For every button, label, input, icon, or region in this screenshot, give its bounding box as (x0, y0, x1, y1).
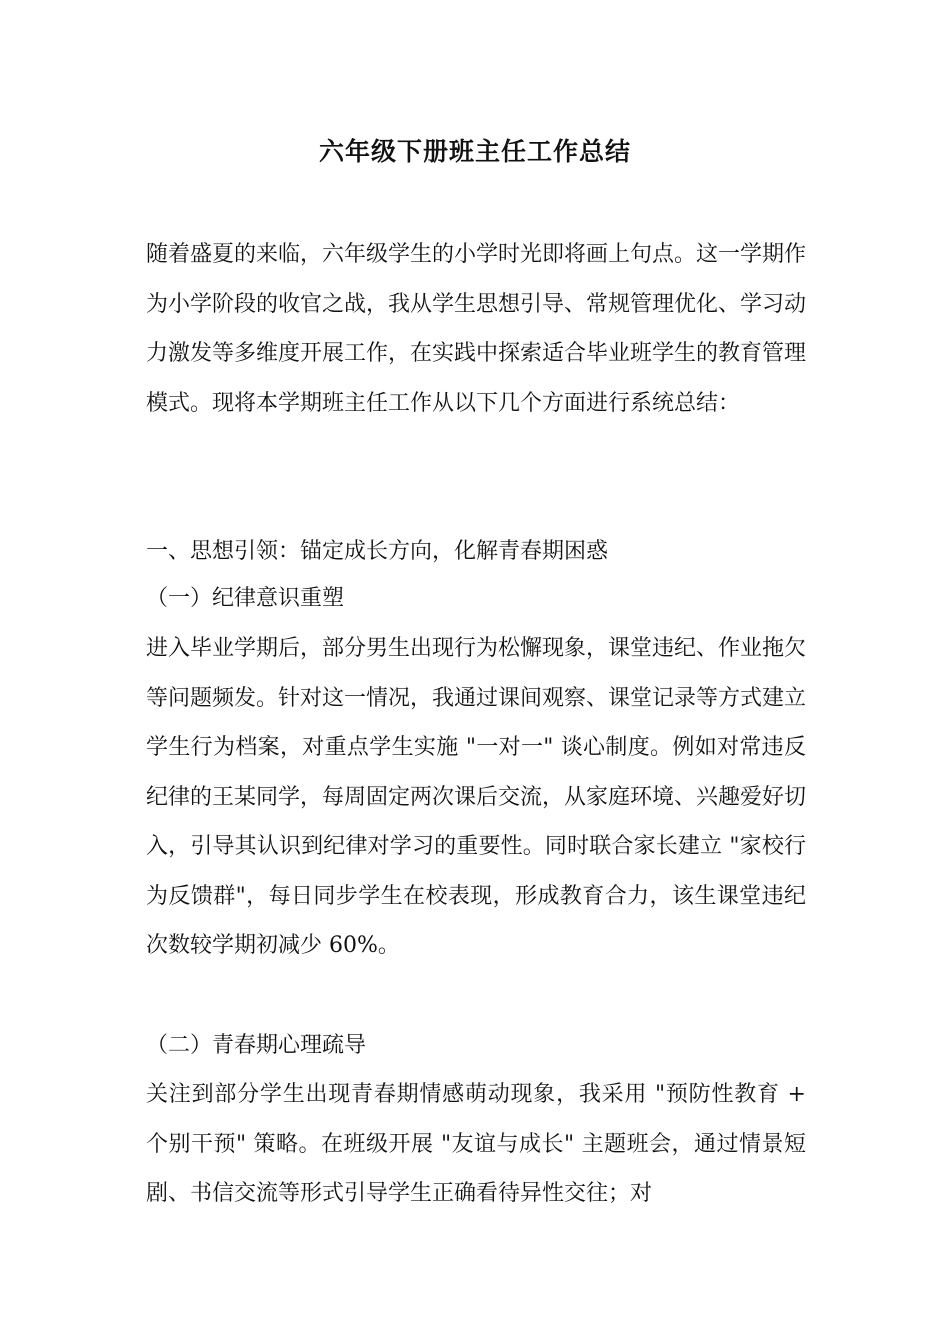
sub-heading-discipline: （一）纪律意识重塑 (146, 586, 345, 611)
intro-paragraph: 随着盛夏的来临，六年级学生的小学时光即将画上句点。这一学期作为小学阶段的收官之战，我从学生思想引导、常规管理优化、学习动力激发等多维度开展工作，在实践中探索适合毕业班学生的教育管理模式。现将本学期班主任工作从以下几个方面进行系统总结： (146, 242, 807, 416)
puberty-paragraph: 关注到部分学生出现青春期情感萌动现象，我采用 "预防性教育 + 个别干预" 策略。在班级开展 "友谊与成长" 主题班会，通过情景短剧、书信交流等形式引导学生正确看待异性交往；对 (146, 1082, 806, 1206)
discipline-paragraph: 进入毕业学期后，部分男生出现行为松懈现象，课堂违纪、作业拖欠等问题频发。针对这一情况，我通过课间观察、课堂记录等方式建立学生行为档案，对重点学生实施 "一对一" 谈心制度。例如对常违反纪律的王某同学，每周固定两次课后交流，从家庭环境、兴趣爱好切入，引导其认识到纪律对学习的重要性。同时联合家长建立 "家校行为反馈群"，每日同步学生在校表现，形成教育合力，该生课堂违纪次数较学期初减少 60%。 (146, 636, 807, 958)
document-title: 六年级下册班主任工作总结 (318, 137, 631, 166)
sub-heading-puberty: （二）青春期心理疏导 (146, 1033, 367, 1058)
section-heading-1: 一、思想引领：锚定成长方向，化解青春期困惑 (146, 539, 609, 564)
